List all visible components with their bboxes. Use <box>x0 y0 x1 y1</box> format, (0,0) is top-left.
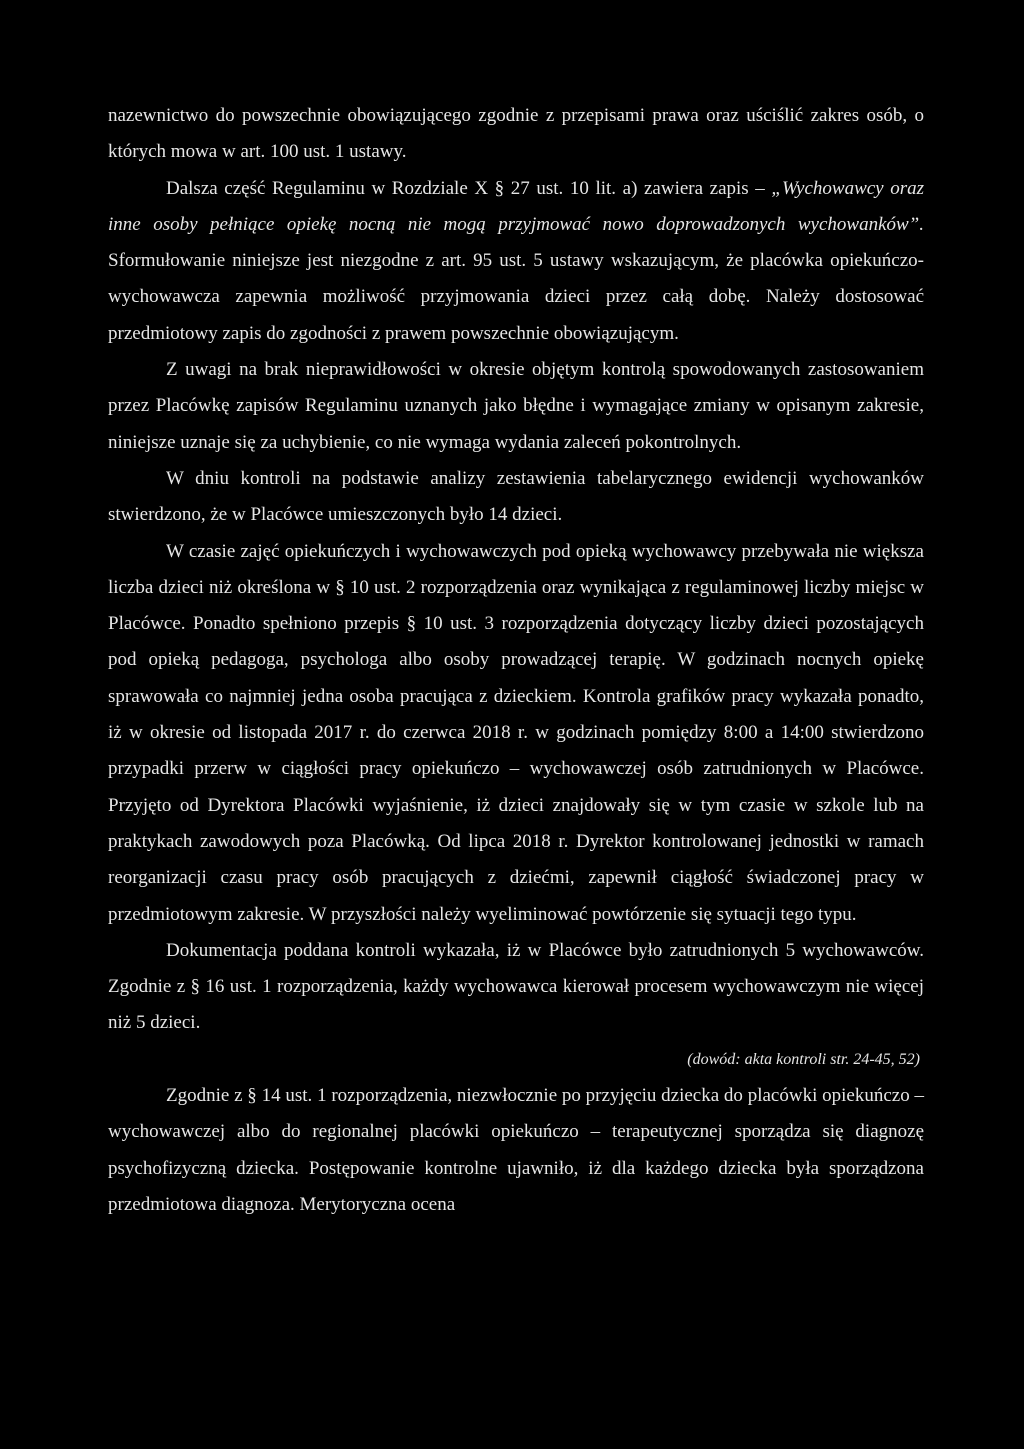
paragraph-7-text: Zgodnie z § 14 ust. 1 rozporządzenia, niezwłocznie po przyjęciu dziecka do placówki opiekuńczo – wychowawczej albo do regionalnej placówki opiekuńczo – terapeutycznej sporządza się diagnozę psychofizyczną dziecka. Postępowanie kontrolne ujawniło, iż dla każdego dziecka była sporządzona przedmiotowa diagnoza. Merytoryczna ocena <box>108 1085 924 1215</box>
paragraph-6 <box>108 933 924 1042</box>
evidence-reference: (dowód: akta kontroli str. 24-45, 52) <box>687 1050 920 1068</box>
quoted-regulation-text: „Wychowawcy oraz inne osoby pełniące opiekę nocną nie mogą przyjmować nowo doprowadzonych wychowanków”. <box>108 177 924 235</box>
paragraph-1 <box>108 98 924 171</box>
paragraph-3-text: Z uwagi na brak nieprawidłowości w okresie objętym kontrolą spowodowanych zastosowaniem przez Placówkę zapisów Regulaminu uznanych jako błędne i wymagające zmiany w opisanym zakresie, niniejsze uznaje się za uchybienie, co nie wymaga wydania zaleceń pokontrolnych. <box>108 359 924 453</box>
paragraph-7 <box>108 1078 924 1223</box>
paragraph-2-text-a: Dalsza część Regulaminu w Rozdziale X § 27 ust. 10 lit. a) zawiera zapis – <box>166 177 772 199</box>
paragraph-5 <box>108 534 924 933</box>
paragraph-4-text: W dniu kontroli na podstawie analizy zestawienia tabelarycznego ewidencji wychowanków stwierdzono, że w Placówce umieszczonych było 14 dzieci. <box>108 467 924 526</box>
paragraph-2-text-b: Sformułowanie niniejsze jest niezgodne z art. 95 ust. 5 ustawy wskazującym, że placówka opiekuńczo-wychowawcza zapewnia możliwość przyjmowania dzieci przez całą dobę. Należy dostosować przedmiotowy zapis do zgodności z prawem powszechnie obowiązującym. <box>108 250 924 344</box>
paragraph-2 <box>108 171 924 352</box>
paragraph-4 <box>108 461 924 534</box>
paragraph-3 <box>108 352 924 461</box>
paragraph-5-text: W czasie zajęć opiekuńczych i wychowawczych pod opieką wychowawcy przebywała nie większa liczba dzieci niż określona w § 10 ust. 2 rozporządzenia oraz wynikająca z regulaminowej liczby miejsc w Placówce. Ponadto spełniono przepis § 10 ust. 3 rozporządzenia dotyczący liczby dzieci pozostających pod opieką pedagoga, psychologa albo osoby prowadzącej terapię. W godzinach nocnych opiekę sprawowała co najmniej jedna osoba pracująca z dzieckiem. Kontrola grafików pracy wykazała ponadto, iż w okresie od listopada 2017 r. do czerwca 2018 r. w godzinach pomiędzy 8:00 a 14:00 stwierdzono przypadki przerw w ciągłości pracy opiekuńczo – wychowawczej osób zatrudnionych w Placówce. Przyjęto od Dyrektora Placówki wyjaśnienie, iż dzieci znajdowały się w tym czasie w szkole lub na praktykach zawodowych poza Placówką. Od lipca 2018 r. Dyrektor kontrolowanej jednostki w ramach reorganizacji czasu pracy osób pracujących z dziećmi, zapewnił ciągłość świadczonej pracy w przedmiotowym zakresie. W przyszłości należy wyeliminować powtórzenie się sytuacji tego typu. <box>108 540 924 925</box>
document-page <box>108 98 924 1223</box>
paragraph-6-text: Dokumentacja poddana kontroli wykazała, iż w Placówce było zatrudnionych 5 wychowawców. Zgodnie z § 16 ust. 1 rozporządzenia, każdy wychowawca kierował procesem wychowawczym nie więcej niż 5 dzieci. <box>108 939 924 1034</box>
paragraph-1-text: nazewnictwo do powszechnie obowiązującego zgodnie z przepisami prawa oraz uściślić zakres osób, o których mowa w art. 100 ust. 1 ustawy. <box>108 105 924 163</box>
